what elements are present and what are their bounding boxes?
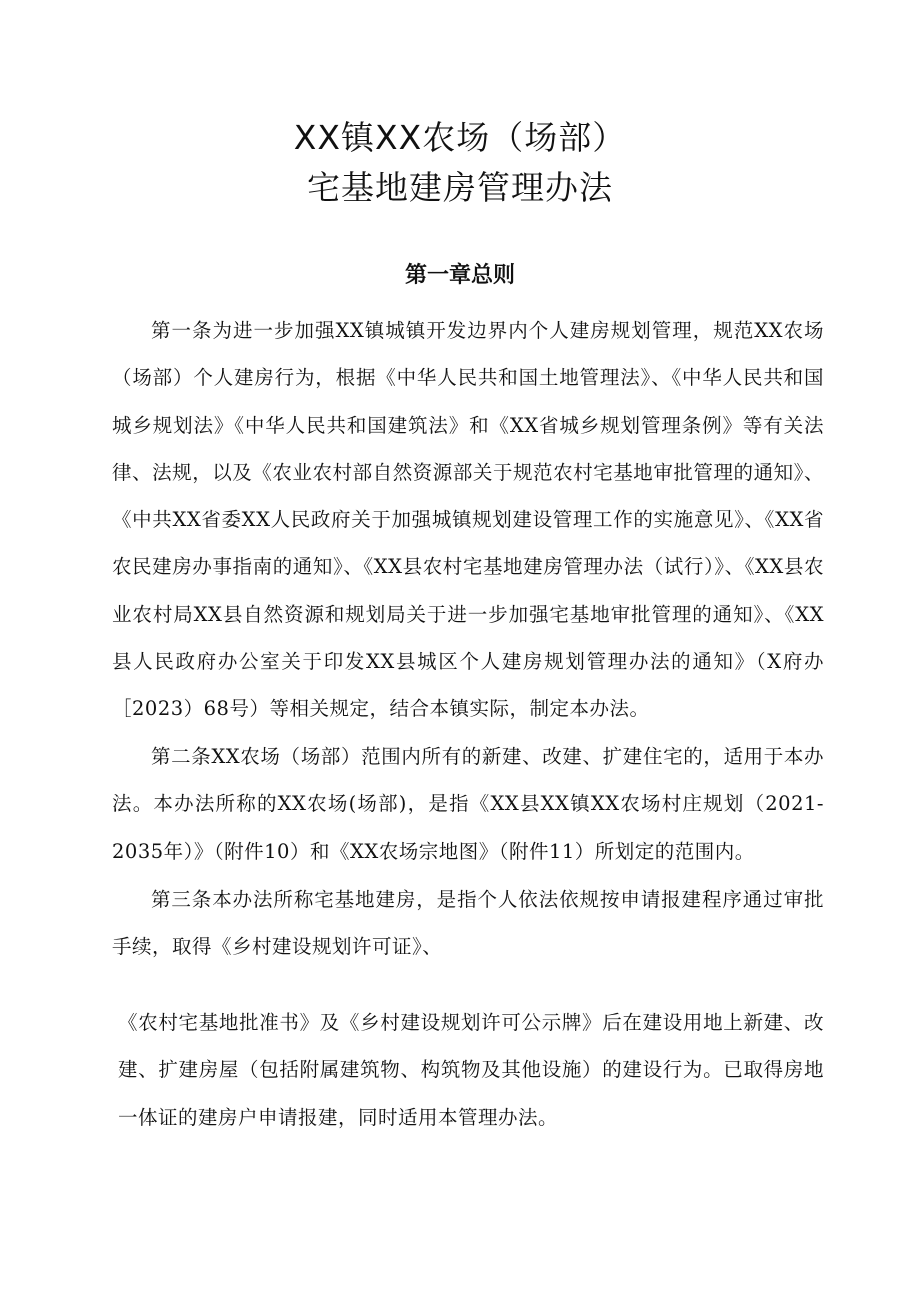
- article-1-paragraph: 第一条为进一步加强XX镇城镇开发边界内个人建房规划管理，规范XX农场（场部）个人建房行为，根据《中华人民共和国土地管理法》、《中华人民共和国城乡规划法》《中华人民共和国建筑法》和《XX省城乡规划管理条例》等有关法律、法规，以及《农业农村部自然资源部关于规范农村宅基地审批管理的通知》、《中共XX省委XX人民政府关于加强城镇规划建设管理工作的实施意见》、《XX省农民建房办事指南的通知》、《XX县农村宅基地建房管理办法（试行）》、《XX县农业农村局XX县自然资源和规划局关于进一步加强宅基地审批管理的通知》、《XX县人民政府办公室关于印发XX县城区个人建房规划管理办法的通知》（X府办［2023）68号）等相关规定，结合本镇实际，制定本办法。: [112, 319, 824, 721]
- article-3-paragraph: 第三条本办法所称宅基地建房，是指个人依法依规按申请报建程序通过审批手续，取得《乡村建设规划许可证》、: [112, 888, 824, 959]
- article-3-continuation-paragraph: 《农村宅基地批准书》及《乡村建设规划许可公示牌》后在建设用地上新建、改建、扩建房屋（包括附属建筑物、构筑物及其他设施）的建设行为。已取得房地一体证的建房户申请报建，同时适用本管理办法。: [118, 1011, 824, 1129]
- chapter-heading: 第一章总则: [404, 263, 515, 288]
- document-title-line2: 宅基地建房管理办法: [307, 168, 613, 207]
- article-2-paragraph: 第二条XX农场（场部）范围内所有的新建、改建、扩建住宅的，适用于本办法。本办法所称的XX农场(场部)，是指《XX县XX镇XX农场村庄规划（2021-2035年）》（附件10）和《XX农场宗地图》（附件11）所划定的范围内。: [112, 745, 824, 863]
- document-title-line1: XX镇XX农场（场部）: [293, 118, 627, 157]
